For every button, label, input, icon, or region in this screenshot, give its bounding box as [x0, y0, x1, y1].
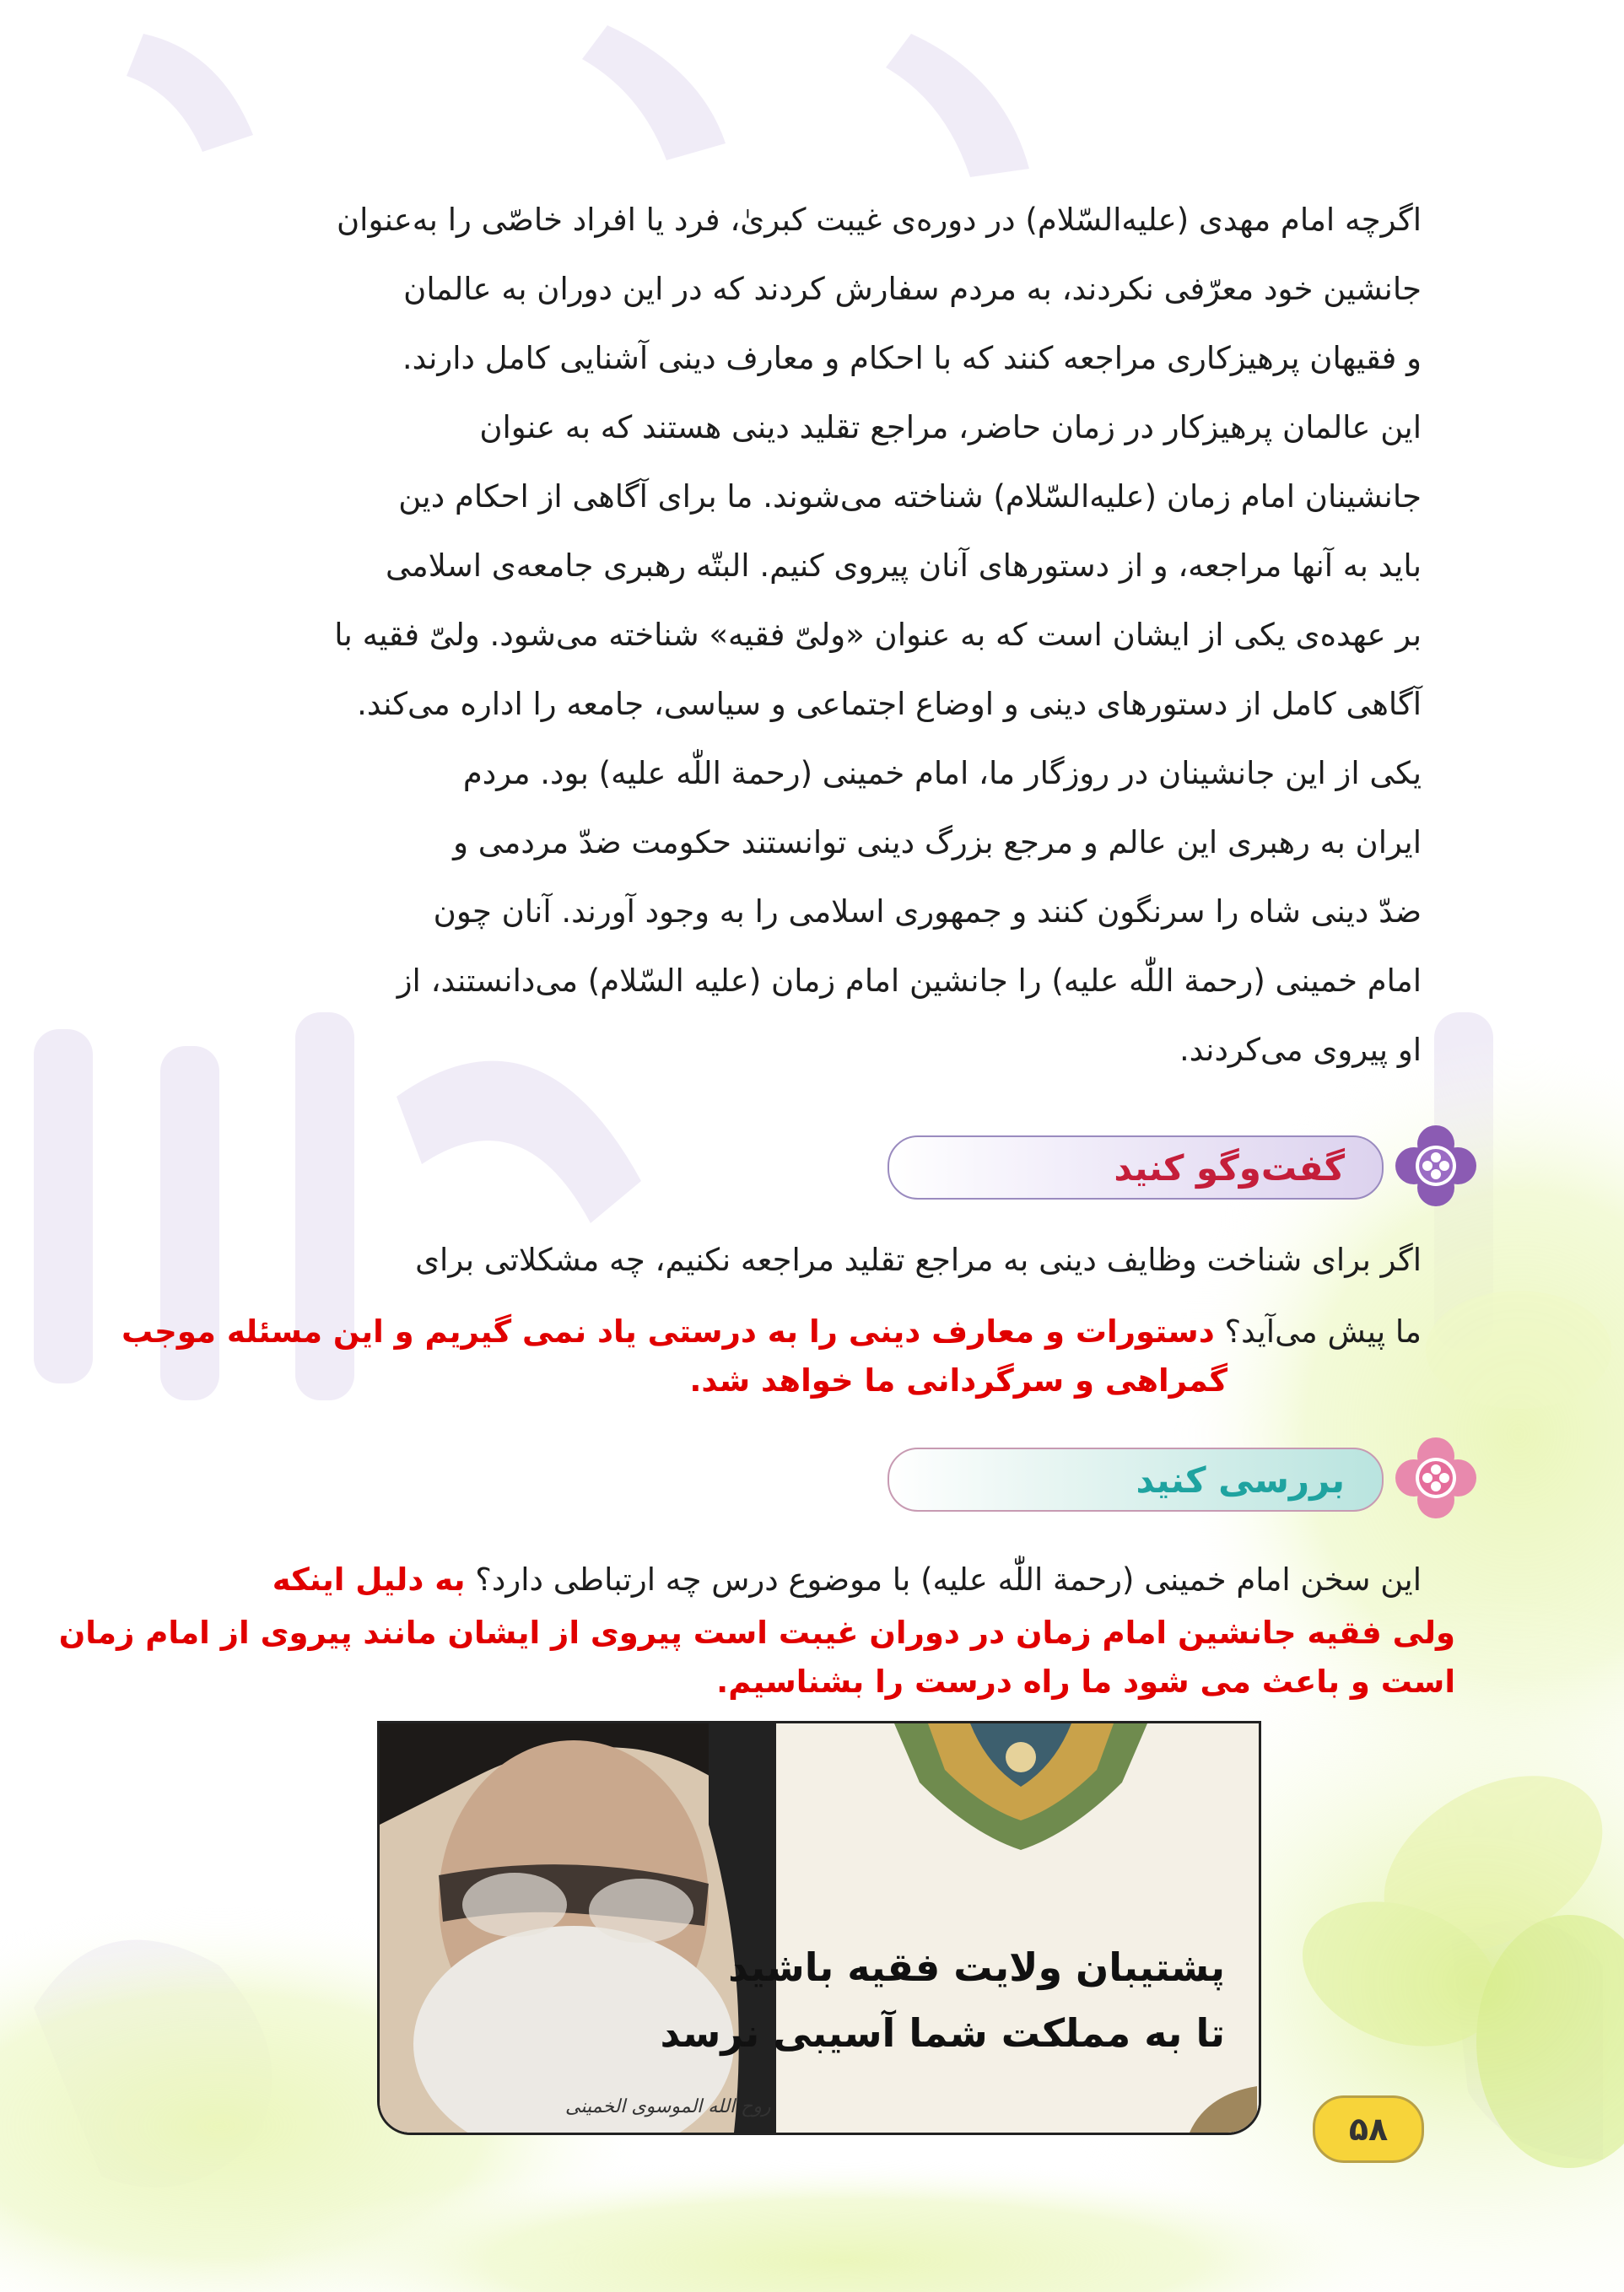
body-line: باید به آنها مراجعه، و از دستورهای آنان پیروی کنیم. البتّه رهبری جامعه‌ی اسلامی: [386, 547, 1422, 584]
discussion-answer-line: گمراهی و سرگردانی ما خواهد شد.: [689, 1362, 1227, 1399]
flower-icon: [1395, 1125, 1476, 1206]
body-line: و فقیهان پرهیزکاری مراجعه کنند که با احکام و معارف دینی آشنایی کامل دارند.: [402, 340, 1422, 376]
body-line: او پیروی می‌کردند.: [1179, 1032, 1422, 1068]
signature: روح الله الموسوی الخمینی: [565, 2096, 771, 2117]
body-line: یکی از این جانشینان در روزگار ما، امام خمینی (رحمة اللّٰه علیه) بود. مردم: [462, 755, 1422, 791]
khomeini-quote-image: [377, 1721, 1261, 2135]
review-answer-start: به دلیل اینکه: [272, 1561, 466, 1598]
discussion-title: گفت‌وگو کنید: [1114, 1146, 1345, 1189]
review-qa: [21, 1556, 1422, 1604]
body-line: ایران به رهبری این عالم و مرجع بزرگ دینی توانستند حکومت ضدّ مردمی و: [453, 824, 1422, 860]
review-header: [890, 1437, 1476, 1518]
discussion-question-end: ما پیش می‌آید؟: [1224, 1313, 1422, 1350]
review-answer-line: ولی فقیه جانشین امام زمان در دوران غیبت است پیروی از ایشان مانند پیروی از امام زمان: [58, 1615, 1455, 1651]
review-answer-line: است و باعث می شود ما راه درست را بشناسیم.: [716, 1664, 1455, 1700]
discussion-question: [198, 1236, 1422, 1285]
flower-icon: [1395, 1437, 1476, 1518]
body-paragraph: [202, 186, 1422, 1085]
body-line: جانشین خود معرّفی نکردند، به مردم سفارش کردند که در این دوران به عالمان: [403, 271, 1422, 307]
portrait-illustration: [380, 1723, 1259, 2133]
body-line: این عالمان پرهیزکار در زمان حاضر، مراجع تقلید دینی هستند که به عنوان: [479, 409, 1422, 445]
discussion-answer-row: [55, 1308, 1422, 1356]
body-line: بر عهده‌ی یکی از ایشان است که به عنوان «ولیّ فقیه» شناخته می‌شود. ولیّ فقیه با: [334, 617, 1422, 653]
discussion-header: [890, 1125, 1476, 1206]
review-title: بررسی کنید: [1136, 1459, 1345, 1501]
body-line: جانشینان امام زمان (علیه‌السّلام) شناخته می‌شوند. ما برای آگاهی از احکام دین: [398, 478, 1422, 515]
discussion-answer-line: دستورات و معارف دینی را به درستی یاد نمی گیریم و این مسئله موجب: [121, 1313, 1215, 1350]
discussion-title-pill: [888, 1135, 1384, 1200]
review-question: این سخن امام خمینی (رحمة اللّٰه علیه) با موضوع درس چه ارتباطی دارد؟: [475, 1561, 1422, 1598]
discussion-answer-block: [55, 1308, 1422, 1405]
review-answer: [30, 1609, 1455, 1707]
body-line: ضدّ دینی شاه را سرنگون کنند و جمهوری اسلامی را به وجود آورند. آنان چون: [433, 893, 1422, 930]
body-line: آگاهی کامل از دستورهای دینی و اوضاع اجتماعی و سیاسی، جامعه را اداره می‌کند.: [357, 686, 1422, 722]
quote-line: پشتیبان ولایت فقیه باشید: [728, 1944, 1225, 1990]
quote-line: تا به مملکت شما آسیبی نرسد: [660, 2010, 1225, 2056]
page-number: ۵۸: [1313, 2095, 1424, 2163]
discussion-question-line: اگر برای شناخت وظایف دینی به مراجع تقلید مراجعه نکنیم، چه مشکلاتی برای: [415, 1242, 1422, 1278]
body-line: امام خمینی (رحمة اللّٰه علیه) را جانشین امام زمان (علیه السّلام) می‌دانستند، از: [397, 963, 1422, 999]
review-title-pill: [888, 1448, 1384, 1512]
review-question-row: [21, 1556, 1422, 1604]
body-line: اگرچه امام مهدی (علیه‌السّلام) در دوره‌ی غیبت کبریٰ، فرد یا افراد خاصّی را به‌عنوان: [337, 202, 1422, 238]
